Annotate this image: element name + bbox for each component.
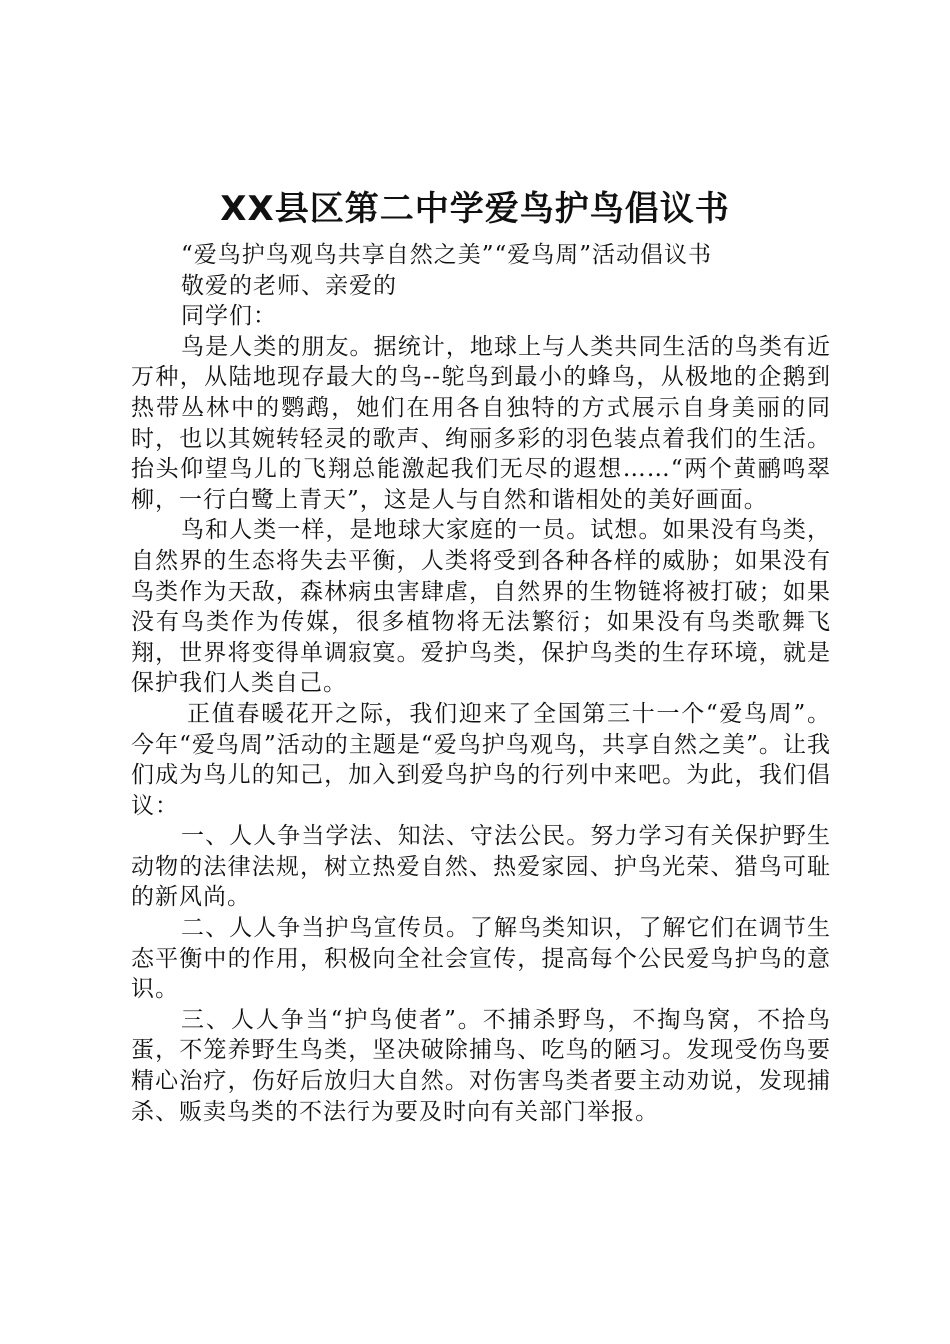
proposal-item: 一、人人争当学法、知法、守法公民。努力学习有关保护野生动物的法律法规，树立热爱自然、热爱家园、护鸟光荣、猎鸟可耻的新风尚。 [131, 823, 831, 911]
body-paragraph: 鸟是人类的朋友。据统计，地球上与人类共同生活的鸟类有近万种，从陆地现存最大的鸟--鸵鸟到最小的蜂鸟，从极地的企鹅到热带丛林中的鹦鹉，她们在用各自独特的方式展示自身美丽的同时，也以其婉转轻灵的歌声、绚丽多彩的羽色装点着我们的生活。抬头仰望鸟儿的飞翔总能激起我们无尽的遐想……“两个黄鹂鸣翠柳，一行白鹭上青天”，这是人与自然和谐相处的美好画面。 [131, 333, 831, 513]
salutation-line: 敬爱的老师、亲爱的 [181, 272, 397, 299]
body-paragraph: 正值春暖花开之际，我们迎来了全国第三十一个“爱鸟周”。今年“爱鸟周”活动的主题是“爱鸟护鸟观鸟，共享自然之美”。让我们成为鸟儿的知己，加入到爱鸟护鸟的行列中来吧。为此，我们倡议： [131, 700, 831, 819]
proposal-item: 二、人人争当护鸟宣传员。了解鸟类知识，了解它们在调节生态平衡中的作用，积极向全社会宣传，提高每个公民爱鸟护鸟的意识。 [131, 915, 831, 1003]
salutation-line: 同学们： [181, 303, 277, 330]
body-paragraph: 鸟和人类一样，是地球大家庭的一员。试想。如果没有鸟类，自然界的生态将失去平衡，人类将受到各种各样的威胁；如果没有鸟类作为天敌，森林病虫害肆虐，自然界的生物链将被打破；如果没有鸟类作为传媒，很多植物将无法繁衍；如果没有鸟类歌舞飞翔，世界将变得单调寂寞。爱护鸟类，保护鸟类的生存环境，就是保护我们人类自己。 [131, 517, 831, 697]
proposal-item: 三、人人争当“护鸟使者”。不捕杀野鸟，不掏鸟窝，不拾鸟蛋，不笼养野生鸟类，坚决破除捕鸟、吃鸟的陋习。发现受伤鸟要精心治疗，伤好后放归大自然。对伤害鸟类者要主动劝说，发现捕杀、贩卖鸟类的不法行为要及时向有关部门举报。 [131, 1006, 831, 1125]
document-title: XX县区第二中学爱鸟护鸟倡议书 [220, 189, 730, 229]
document-body [131, 240, 831, 1127]
subtitle-paragraph: “爱鸟护鸟观鸟共享自然之美”“爱鸟周”活动倡议书 [181, 242, 713, 268]
